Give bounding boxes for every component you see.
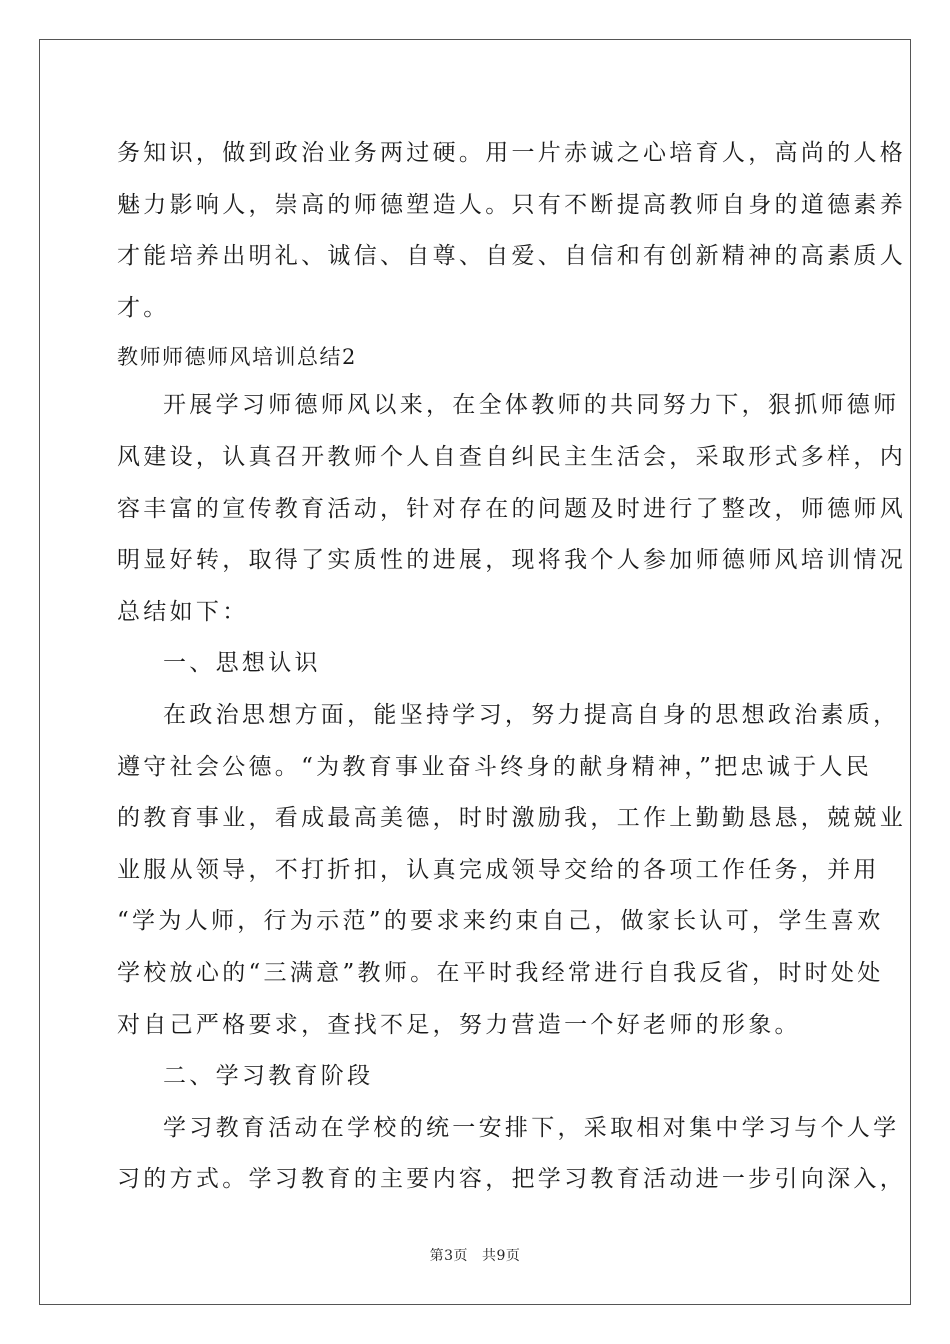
page-footer [0, 1245, 950, 1265]
text-line: 明显好转，取得了实质性的进展，现将我个人参加师德师风培训情况 [117, 547, 906, 574]
text-line: 学校放心的“三满意”教师。在平时我经常进行自我反省，时时处处 [117, 959, 884, 986]
text-line: 学习教育活动在学校的统一安排下，采取相对集中学习与个人学 [163, 1114, 900, 1141]
text-line: 习的方式。学习教育的主要内容，把学习教育活动进一步引向深入， [117, 1166, 906, 1193]
text-line: 风建设，认真召开教师个人自查自纠民主生活会，采取形式多样，内 [117, 443, 906, 470]
text-line: “学为人师，行为示范”的要求来约束自己，做家长认可，学生喜欢 [117, 908, 884, 935]
text-line: 一、思想认识 [163, 650, 321, 677]
text-line: 在政治思想方面，能坚持学习，努力提高自身的思想政治素质， [163, 701, 900, 728]
text-line: 容丰富的宣传教育活动，针对存在的问题及时进行了整改，师德师风 [117, 495, 906, 522]
text-line: 务知识，做到政治业务两过硬。用一片赤诚之心培育人，高尚的人格 [117, 140, 906, 166]
page-total: 共9页 [482, 1248, 521, 1264]
text-line: 魅力影响人，崇高的师德塑造人。只有不断提高教师自身的道德素养 [117, 191, 906, 218]
text-line: 才。 [117, 294, 170, 321]
text-line: 对自己严格要求，查找不足，努力营造一个好老师的形象。 [117, 1011, 801, 1038]
document-body [117, 128, 906, 1206]
text-line: 的教育事业，看成最高美德，时时激励我，工作上勤勤恳恳，兢兢业 [117, 805, 906, 832]
page-number: 第3页 [429, 1248, 468, 1264]
section-title: 教师师德师风培训总结2 [117, 345, 357, 370]
text-line: 才能培养出明礼、诚信、自尊、自爱、自信和有创新精神的高素质人 [117, 243, 906, 270]
text-line: 总结如下： [117, 598, 249, 625]
text-line: 遵守社会公德。“为教育事业奋斗终身的献身精神，”把忠诚于人民 [117, 753, 873, 780]
text-line: 二、学习教育阶段 [163, 1063, 374, 1090]
text-line: 业服从领导，不打折扣，认真完成领导交给的各项工作任务，并用 [117, 856, 880, 883]
text-line: 开展学习师德师风以来，在全体教师的共同努力下，狠抓师德师 [163, 392, 900, 419]
